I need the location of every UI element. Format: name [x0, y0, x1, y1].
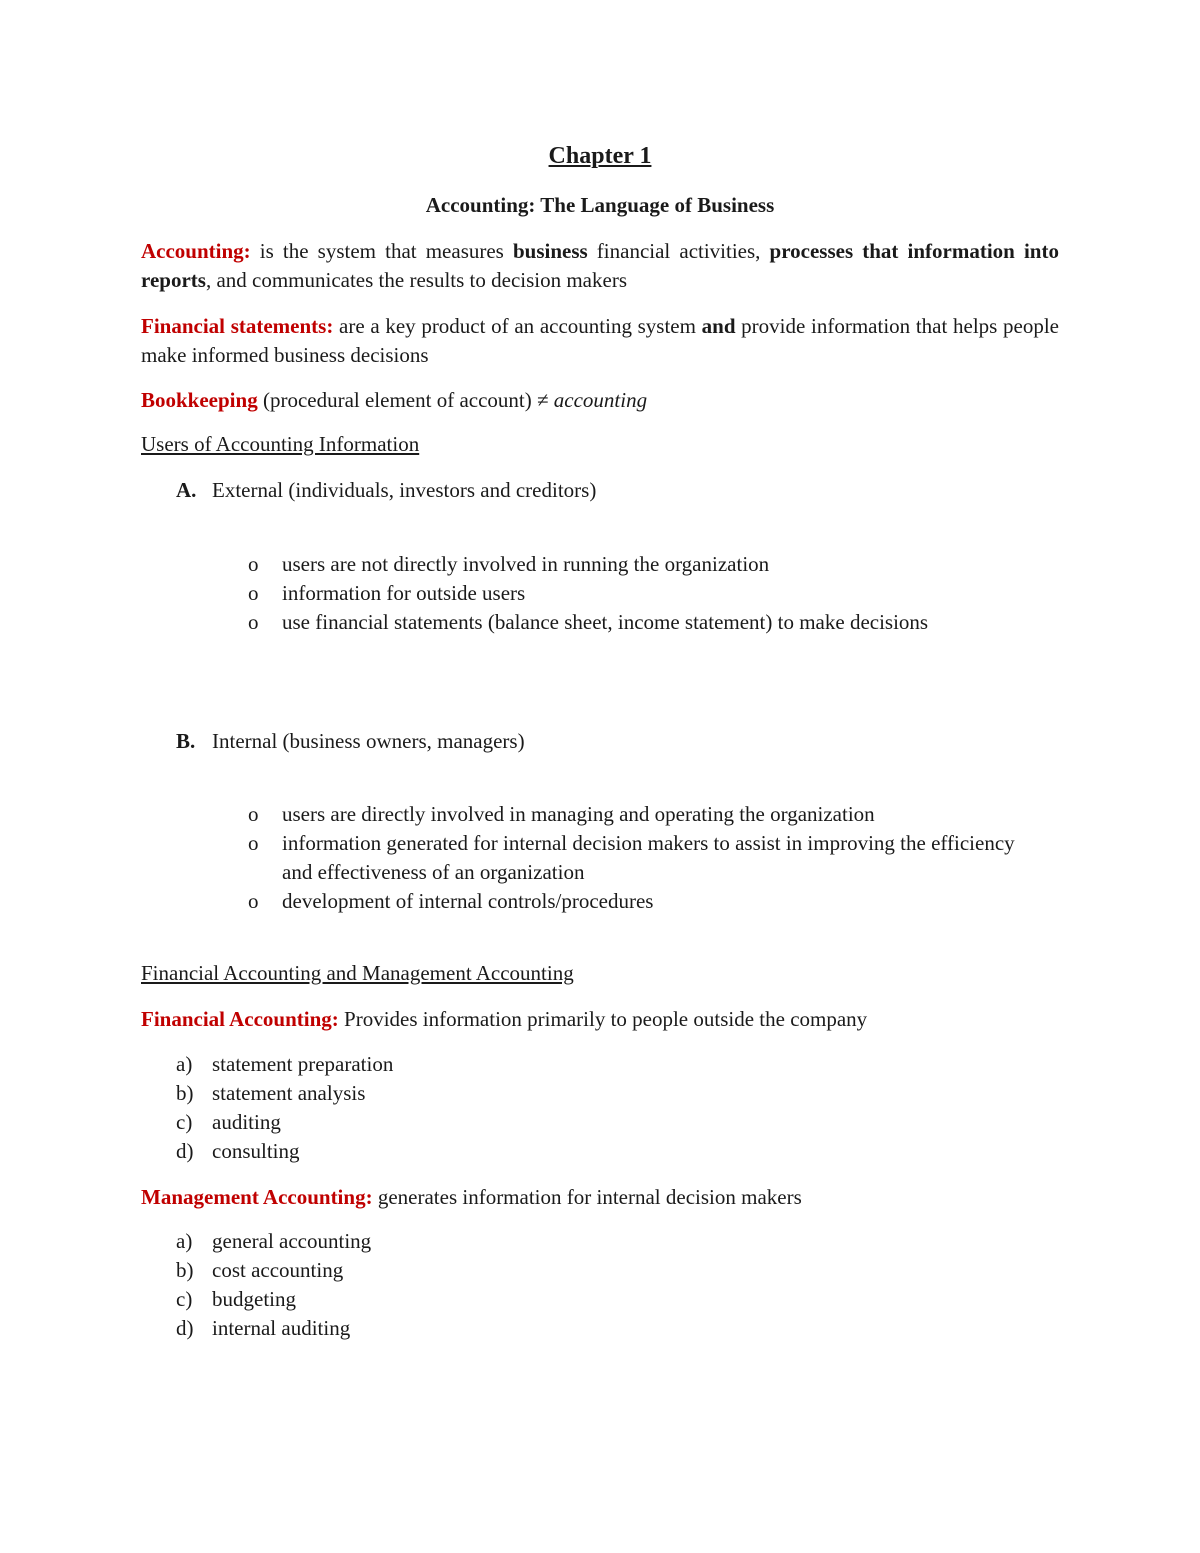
list-item: o development of internal controls/procedures	[244, 887, 1024, 916]
bullet-marker: o	[248, 610, 259, 634]
external-label: External (individuals, investors and creditors)	[212, 478, 597, 502]
list-item: o users are directly involved in managing and operating the organization	[244, 800, 1024, 829]
def-text: is the system that measures	[250, 239, 513, 263]
list-item: b) cost accounting	[176, 1256, 876, 1285]
list-item: o users are not directly involved in running the organization	[244, 550, 1064, 579]
list-marker: d)	[176, 1316, 194, 1340]
list-marker: d)	[176, 1139, 194, 1163]
list-item: o information generated for internal decision makers to assist in improving the efficiency and effectiveness of an organization	[248, 831, 1015, 884]
bookkeeping-italic: accounting	[553, 388, 648, 412]
list-marker: a)	[176, 1229, 193, 1253]
accounting-definition	[141, 237, 1059, 295]
term-bookkeeping: Bookkeeping	[141, 388, 258, 412]
list-marker: A.	[176, 478, 197, 502]
bullet-marker: o	[248, 831, 259, 855]
financial-accounting-definition	[141, 1005, 1059, 1034]
list-item: o use financial statements (balance sheet, income statement) to make decisions	[244, 608, 1064, 637]
list-marker: c)	[176, 1287, 193, 1311]
def-bold: business	[512, 239, 588, 263]
list-marker: b)	[176, 1081, 194, 1105]
list-item: o information for outside users	[244, 579, 1064, 608]
def-bold: and	[701, 314, 736, 338]
page-subtitle: Accounting: The Language of Business	[425, 193, 775, 217]
management-accounting-definition	[141, 1183, 1059, 1212]
def-text: financial activities,	[587, 239, 770, 263]
list-item: a) statement preparation	[176, 1050, 876, 1079]
bullet-marker: o	[248, 581, 259, 605]
management-accounting-list	[176, 1227, 876, 1343]
def-text: generates information for internal decision makers	[372, 1185, 802, 1209]
term-financial-accounting: Financial Accounting:	[141, 1007, 339, 1031]
list-item: c) auditing	[176, 1108, 876, 1137]
external-bullets	[244, 550, 1064, 637]
internal-users-item	[176, 727, 525, 756]
internal-label: Internal (business owners, managers)	[212, 729, 525, 753]
list-marker: a)	[176, 1052, 193, 1076]
def-text: Provides information primarily to people outside the company	[338, 1007, 868, 1031]
external-users-item	[176, 476, 596, 505]
page-title: Chapter 1	[548, 143, 652, 169]
list-item: d) internal auditing	[176, 1314, 876, 1343]
list-marker: b)	[176, 1258, 194, 1282]
financial-accounting-list	[176, 1050, 876, 1166]
list-item: a) general accounting	[176, 1227, 876, 1256]
list-marker: B.	[176, 729, 196, 753]
term-management-accounting: Management Accounting:	[141, 1185, 373, 1209]
def-bold: processes that information into reports	[141, 239, 1059, 292]
bookkeeping-line	[141, 386, 1059, 415]
def-text: provide information that helps people make informed business decisions	[141, 314, 1059, 367]
list-item: b) statement analysis	[176, 1079, 876, 1108]
bullet-marker: o	[248, 802, 259, 826]
term-accounting: Accounting:	[141, 239, 251, 263]
users-heading: Users of Accounting Information	[141, 432, 420, 456]
fa-ma-heading: Financial Accounting and Management Accounting	[141, 961, 574, 985]
financial-statements-definition	[141, 312, 1059, 370]
bullet-marker: o	[248, 552, 259, 576]
def-text: , and communicates the results to decision makers	[205, 268, 627, 292]
list-marker: c)	[176, 1110, 193, 1134]
bullet-marker: o	[248, 889, 259, 913]
def-text: are a key product of an accounting system	[333, 314, 702, 338]
list-item: d) consulting	[176, 1137, 876, 1166]
list-item: c) budgeting	[176, 1285, 876, 1314]
internal-bullets	[244, 800, 1024, 916]
bookkeeping-text: (procedural element of account) ≠	[257, 388, 554, 412]
term-financial-statements: Financial statements:	[141, 314, 334, 338]
